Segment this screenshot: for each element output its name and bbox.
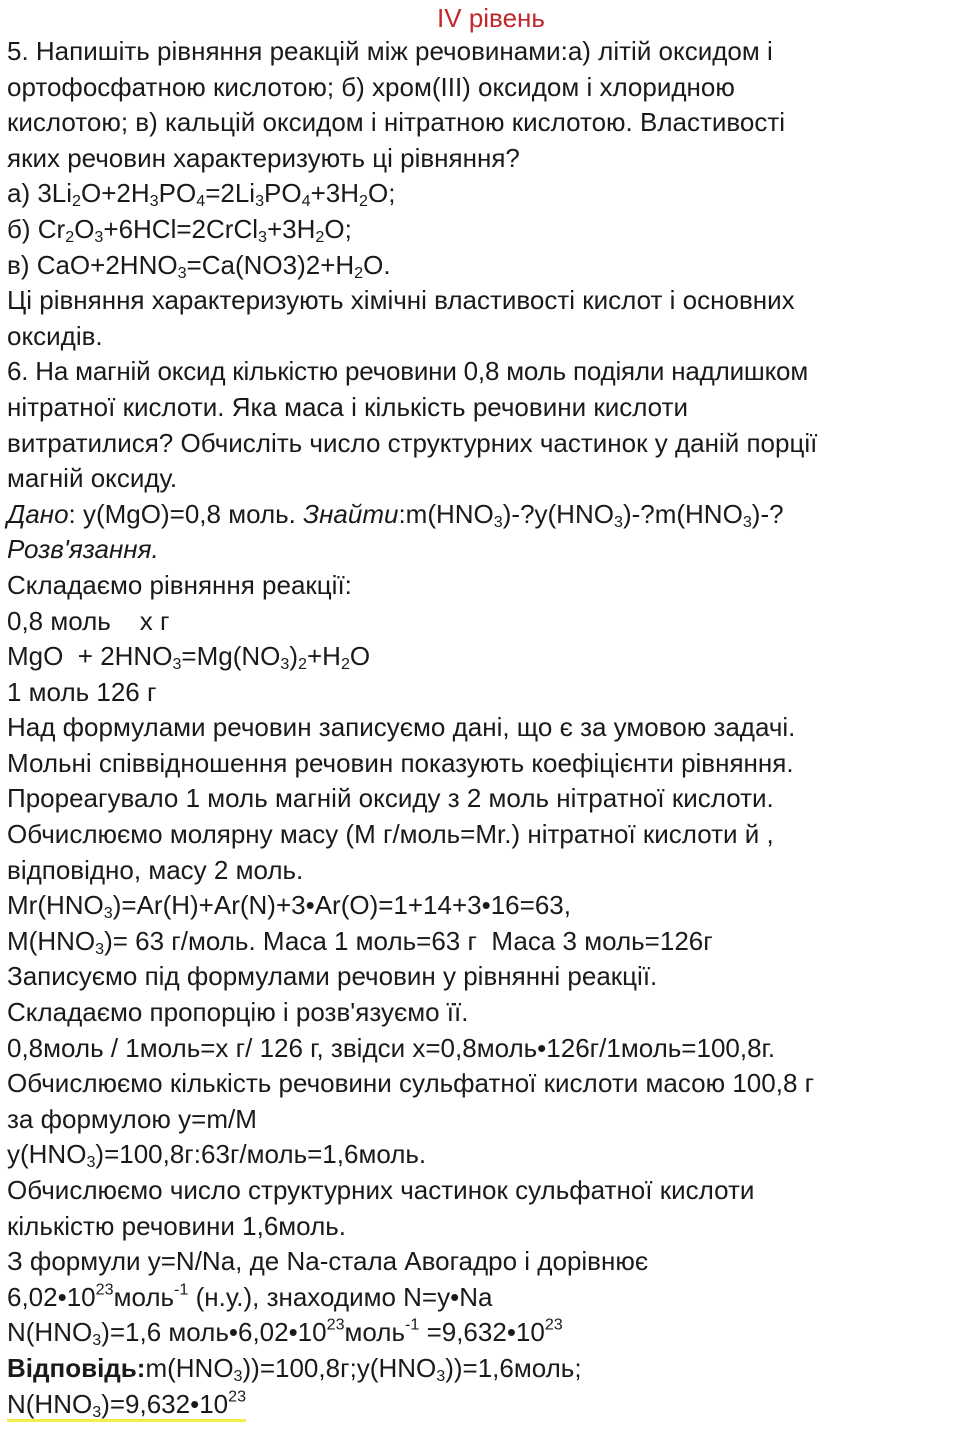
solution-line: Обчислюємо число структурних частинок сульфатної кислоти — [7, 1175, 755, 1205]
highlighted-answer: $N(HNO_3)=9,632•10^{23}$ — [7, 1387, 247, 1421]
solution-line: Складаємо рівняння реакції: — [7, 569, 352, 600]
molar-mass-calc: $Mr(HNO_3)=Ar(H)+Ar(N)+3•Ar(O)=1+14+3•16=63$, — [7, 890, 571, 923]
solution-line: за формулою y=m/M — [7, 1103, 257, 1134]
solution-line: Обчислюємо кількість речовини сульфатної кислоти масою 100,8 г — [7, 1068, 815, 1099]
solution-line: 0,8 моль х г — [7, 605, 170, 636]
task6-question: витратилися? Обчисліть число структурних частинок у даній порції — [7, 427, 818, 458]
solution-line: 1 моль 126 г — [7, 676, 157, 707]
document-page — [7, 2, 975, 1422]
final-answer — [7, 1387, 975, 1423]
solution-line: Прореагувало 1 моль магній оксиду з 2 моль нітратної кислоти. — [7, 783, 774, 814]
proportion-line: 0,8моль / 1моль=х г/ 126 г, звідси х=0,8моль•126г/1моль=100,8г. — [7, 1032, 776, 1063]
solution-line: Над формулами речовин записуємо дані, що є за умовою задачі. — [7, 712, 796, 743]
task6-question: 6. На магній оксид кількістю речовини 0,8 моль подіяли надлишком — [7, 356, 808, 387]
solution-line: кількістю речовини 1,6моль. — [7, 1210, 347, 1241]
solution-heading: Розв'язання. — [7, 534, 159, 565]
task6-question: нітратної кислоти. Яка маса і кількість речовини кислоти — [7, 391, 689, 422]
solution-line: З формули y=N/Na, де Na-стала Авогадро і дорівнює — [7, 1246, 649, 1277]
particles-calc: $N(HNO_3)=1,6$ $моль•6,02•10^{23}моль^{-1}$ $=9,632•10^{23}$ — [7, 1316, 563, 1350]
task5-question: кислотою; в) кальцій оксидом і нітратною кислотою. Властивості — [7, 107, 786, 138]
given-line: Дано: y(MgO)=0,8 моль. $Знайти:m(HNO_3)-?y(HNO_3)-?m(HNO_3)-$? — [7, 498, 784, 531]
mass-calc: $M(HNO_3)= 63$ г/моль. Маса 1 моль=63 г Маса 3 моль=126г — [7, 925, 713, 958]
task5-question: яких речовин характеризують ці рівняння? — [7, 142, 520, 173]
solution-line: Мольні співвідношення речовин показують коефіцієнти рівняння. — [7, 747, 794, 778]
reaction-equation: MgO + $2HNO_3=Mg(NO_3)_2+H_2O$ — [7, 641, 371, 674]
amount-calc: $y(HNO_3)=100,8г:63г/моль=1,6моль$. — [7, 1139, 427, 1172]
task6-question: магній оксиду. — [7, 463, 178, 494]
task5-answer: Ці рівняння характеризують хімічні властивості кислот і основних — [7, 285, 795, 316]
equation-c: в) $CaO+2HNO_3=Ca(NO3)2+H_2O$. — [7, 249, 391, 282]
task5-answer: оксидів. — [7, 320, 103, 351]
task5-question: 5. Напишіть рівняння реакцій між речовинами:а) літій оксидом і — [7, 36, 773, 66]
task5-question: ортофосфатною кислотою; б) хром(III) оксидом і хлоридною — [7, 71, 735, 102]
avogadro-line: $6,02•10^{23}моль^{-1}$ (н.у.), знаходимо N=y•Na — [7, 1280, 493, 1312]
answer-line: $Відповідь:m(HNO_3))=100,8г;y(HNO_3))=1,6моль$; — [7, 1352, 582, 1385]
solution-line: Записуємо під формулами речовин у рівнянні реакції. — [7, 961, 658, 992]
equation-a: а) $3Li_2O+2H_3PO_4=2Li_3PO_4+3H_2O$; — [7, 178, 396, 211]
page-title: IV рівень — [437, 3, 545, 33]
solution-line: Обчислюємо молярну масу (M г/моль=Mr.) нітратної кислоти й , — [7, 819, 774, 850]
solution-line: Складаємо пропорцію і розв'язуємо її. — [7, 997, 469, 1028]
solution-line: відповідно, масу 2 моль. — [7, 854, 304, 885]
equation-b: б) $Cr_2O_3+6HCl=2CrCl_3+3H_2O$; — [7, 213, 352, 246]
